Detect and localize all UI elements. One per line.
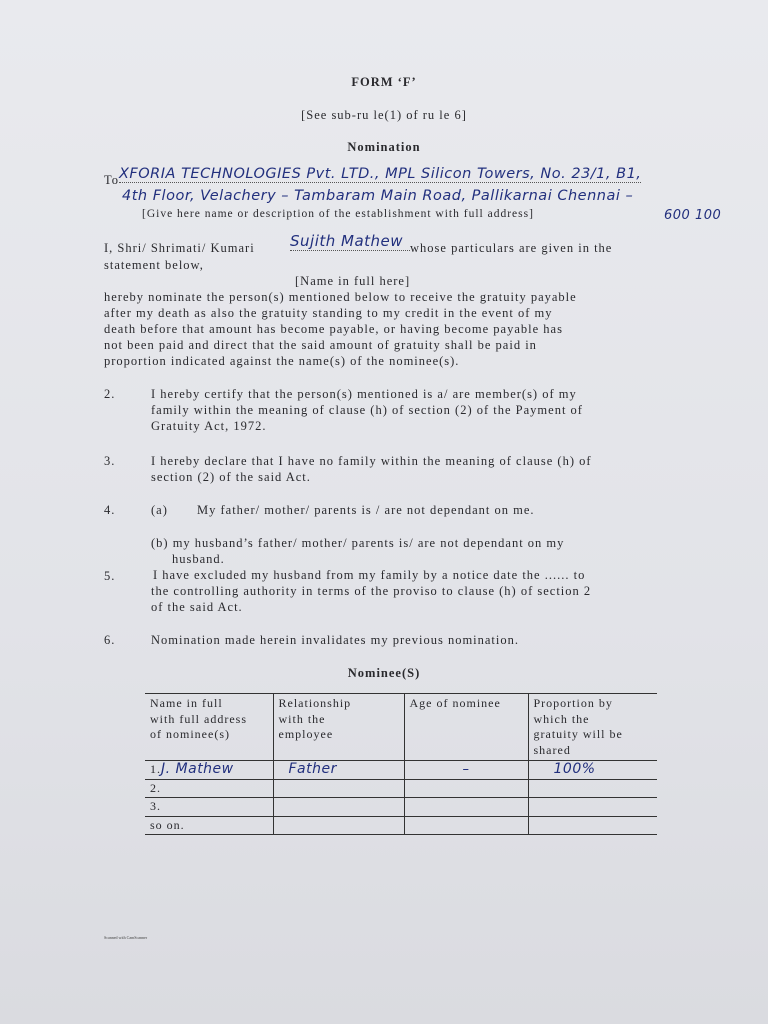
header-name: Name in full with full address of nominee(s) — [145, 694, 273, 761]
establishment-line-1: XFORIA TECHNOLOGIES Pvt. LTD., MPL Silicon Towers, No. 23/1, B1, — [119, 166, 642, 182]
nomination-para-line-4: not been paid and direct that the said amount of gratuity shall be paid in — [104, 338, 537, 352]
establishment-instruction: [Give here name or description of the establishment with full address] — [142, 208, 534, 220]
table-row — [145, 761, 657, 780]
header-age: Age of nominee — [404, 694, 528, 761]
header-proportion: Proportion by which the gratuity will be shared — [528, 694, 657, 761]
form-subrule: [See sub-ru le(1) of ru le 6] — [301, 108, 467, 122]
item-4b-line-1: (b) my husband’s father/ mother/ parents is/ are not dependant on my — [151, 536, 565, 550]
nominee-name-cell: 1.J. Mathew — [145, 761, 273, 780]
nomination-para-line-5: proportion indicated against the name(s) of the nominee(s). — [104, 354, 460, 368]
table-row: 2. — [145, 779, 657, 798]
nominee-name-hand: J. Mathew — [161, 761, 234, 777]
nominee-age-cell: – — [404, 761, 528, 780]
item-4b-line-2: husband. — [172, 552, 225, 566]
item-6-number: 6. — [104, 633, 116, 647]
nomination-para-line-2: after my death as also the gratuity standing to my credit in the event of my — [104, 306, 553, 320]
nominee-proportion-cell: 100% — [528, 761, 657, 780]
item-2-line-2: family within the meaning of clause (h) of section (2) of the Payment of — [151, 403, 583, 417]
item-5-line-2: the controlling authority in terms of the proviso to clause (h) of section 2 — [151, 584, 592, 598]
item-3-line-2: section (2) of the said Act. — [151, 470, 311, 484]
item-6-text: Nomination made herein invalidates my previous nomination. — [151, 633, 520, 647]
nominee-table-title: Nominee(S) — [347, 666, 421, 680]
form-title: FORM ‘F’ — [351, 75, 417, 89]
declarant-suffix: whose particulars are given in the — [410, 241, 613, 255]
item-5-line-1: I have excluded my husband from my family by a notice date the ...... to — [153, 568, 586, 582]
declarant-name: Sujith Mathew — [290, 232, 410, 251]
item-5-line-3: of the said Act. — [151, 600, 243, 614]
declarant-name-note: [Name in full here] — [295, 274, 411, 288]
item-3-number: 3. — [104, 454, 116, 468]
to-label: To — [104, 173, 120, 187]
form-heading: Nomination — [347, 140, 421, 154]
item-2-number: 2. — [104, 387, 116, 401]
item-4a-text: My father/ mother/ parents is / are not dependant on me. — [197, 503, 535, 517]
declarant-prefix: I, Shri/ Shrimati/ Kumari — [104, 241, 255, 255]
declarant-line-2: statement below, — [104, 258, 204, 272]
nominee-table-header-row — [145, 694, 657, 761]
nomination-para-line-3: death before that amount has become payable, or having become payable has — [104, 322, 563, 336]
scan-footer-text: Scanned with CamScanner — [104, 935, 148, 940]
item-5-number: 5. — [104, 569, 116, 583]
header-relationship: Relationship with the employee — [273, 694, 404, 761]
item-2-line-1: I hereby certify that the person(s) mentioned is a/ are member(s) of my — [151, 387, 577, 401]
item-4a-label: (a) — [151, 503, 168, 517]
establishment-pincode: 600 100 — [664, 208, 722, 223]
nomination-para-line-1: hereby nominate the person(s) mentioned below to receive the gratuity payable — [104, 290, 577, 304]
item-2-line-3: Gratuity Act, 1972. — [151, 419, 267, 433]
item-3-line-1: I hereby declare that I have no family within the meaning of clause (h) of — [151, 454, 592, 468]
nominee-table — [145, 693, 657, 835]
table-row: 3. — [145, 798, 657, 817]
table-row: so on. — [145, 816, 657, 835]
establishment-line-2: 4th Floor, Velachery – Tambaram Main Road, Pallikarnai Chennai – — [122, 188, 634, 204]
item-4-number: 4. — [104, 503, 116, 517]
nominee-relationship-cell: Father — [273, 761, 404, 780]
